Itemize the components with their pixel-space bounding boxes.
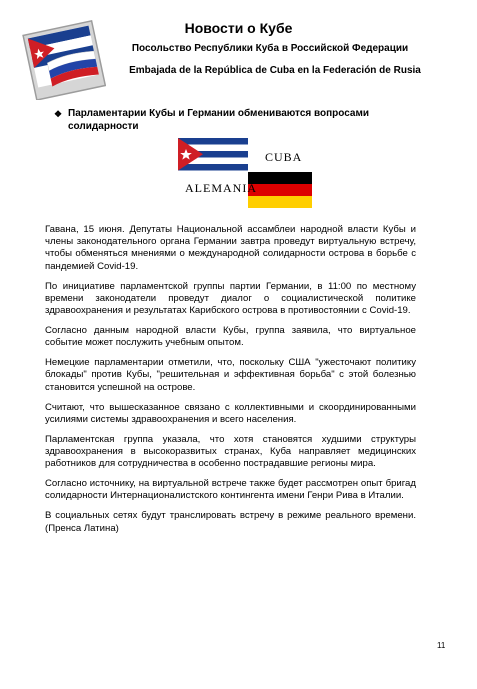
article-headline: [54, 107, 398, 133]
cuba-label: CUBA: [265, 150, 303, 164]
cuba-flag-icon: [178, 138, 248, 171]
paragraph: В социальных сетях будут транслировать встречу в режиме реального времени. (Пренса Латина): [45, 510, 416, 534]
article-body: [45, 224, 416, 543]
headline-text: Парламентарии Кубы и Германии обмениваются вопросами солидарности: [68, 108, 370, 132]
paragraph: Считают, что вышесказанное связано с коллективными и скоординированными усилиями системы здравоохранения и всего населения.: [45, 401, 416, 425]
germany-label: ALEMANIA: [185, 181, 257, 195]
germany-flag-icon: [248, 172, 312, 208]
embassy-name-es: Embajada de la República de Cuba en la Federación de Rusia: [129, 65, 421, 76]
bullet-diamond-icon: ❖: [54, 109, 63, 119]
paragraph: Согласно данным народной власти Кубы, группа заявила, что виртуальное событие может послужить учебным опытом.: [45, 325, 416, 349]
cuba-germany-flags-image: [175, 136, 325, 214]
paragraph: Парламентская группа указала, что хотя становятся худшими структуры здравоохранения в высокоразвитых странах, Куба направляет медицинских работников для сотрудничества в особенно пострадавшие регионы мира.: [45, 433, 416, 470]
paragraph: По инициативе парламентской группы партии Германии, в 11:00 по местному времени законодатели проведут диалог о социалистической политике здравоохранения и результатах Карибского острова в противостоянии с Covid-19.: [45, 280, 416, 317]
page-number: 11: [437, 641, 446, 650]
paragraph: Согласно источнику, на виртуальной встрече также будет рассмотрен опыт бригад солидарности Интернационалистского контингента имени Генри Рива в Италии.: [45, 478, 416, 502]
embassy-name-ru: Посольство Республики Куба в Российской Федерации: [131, 43, 409, 54]
page-title: Новости о Кубе: [184, 20, 293, 36]
paragraph: Гавана, 15 июня. Депутаты Национальной ассамблеи народной власти Кубы и члены законодательного органа Германии завтра проведут виртуальную встречу, чтобы обменяться мнениями о международной солидарности острова в борьбе с пандемией Covid-19.: [45, 224, 416, 272]
paragraph: Немецкие парламентарии отметили, что, поскольку США "ужесточают политику блокады" против Кубы, "решительная и эффективная борьба" с этой болезнью становится успешной на острове.: [45, 357, 416, 393]
